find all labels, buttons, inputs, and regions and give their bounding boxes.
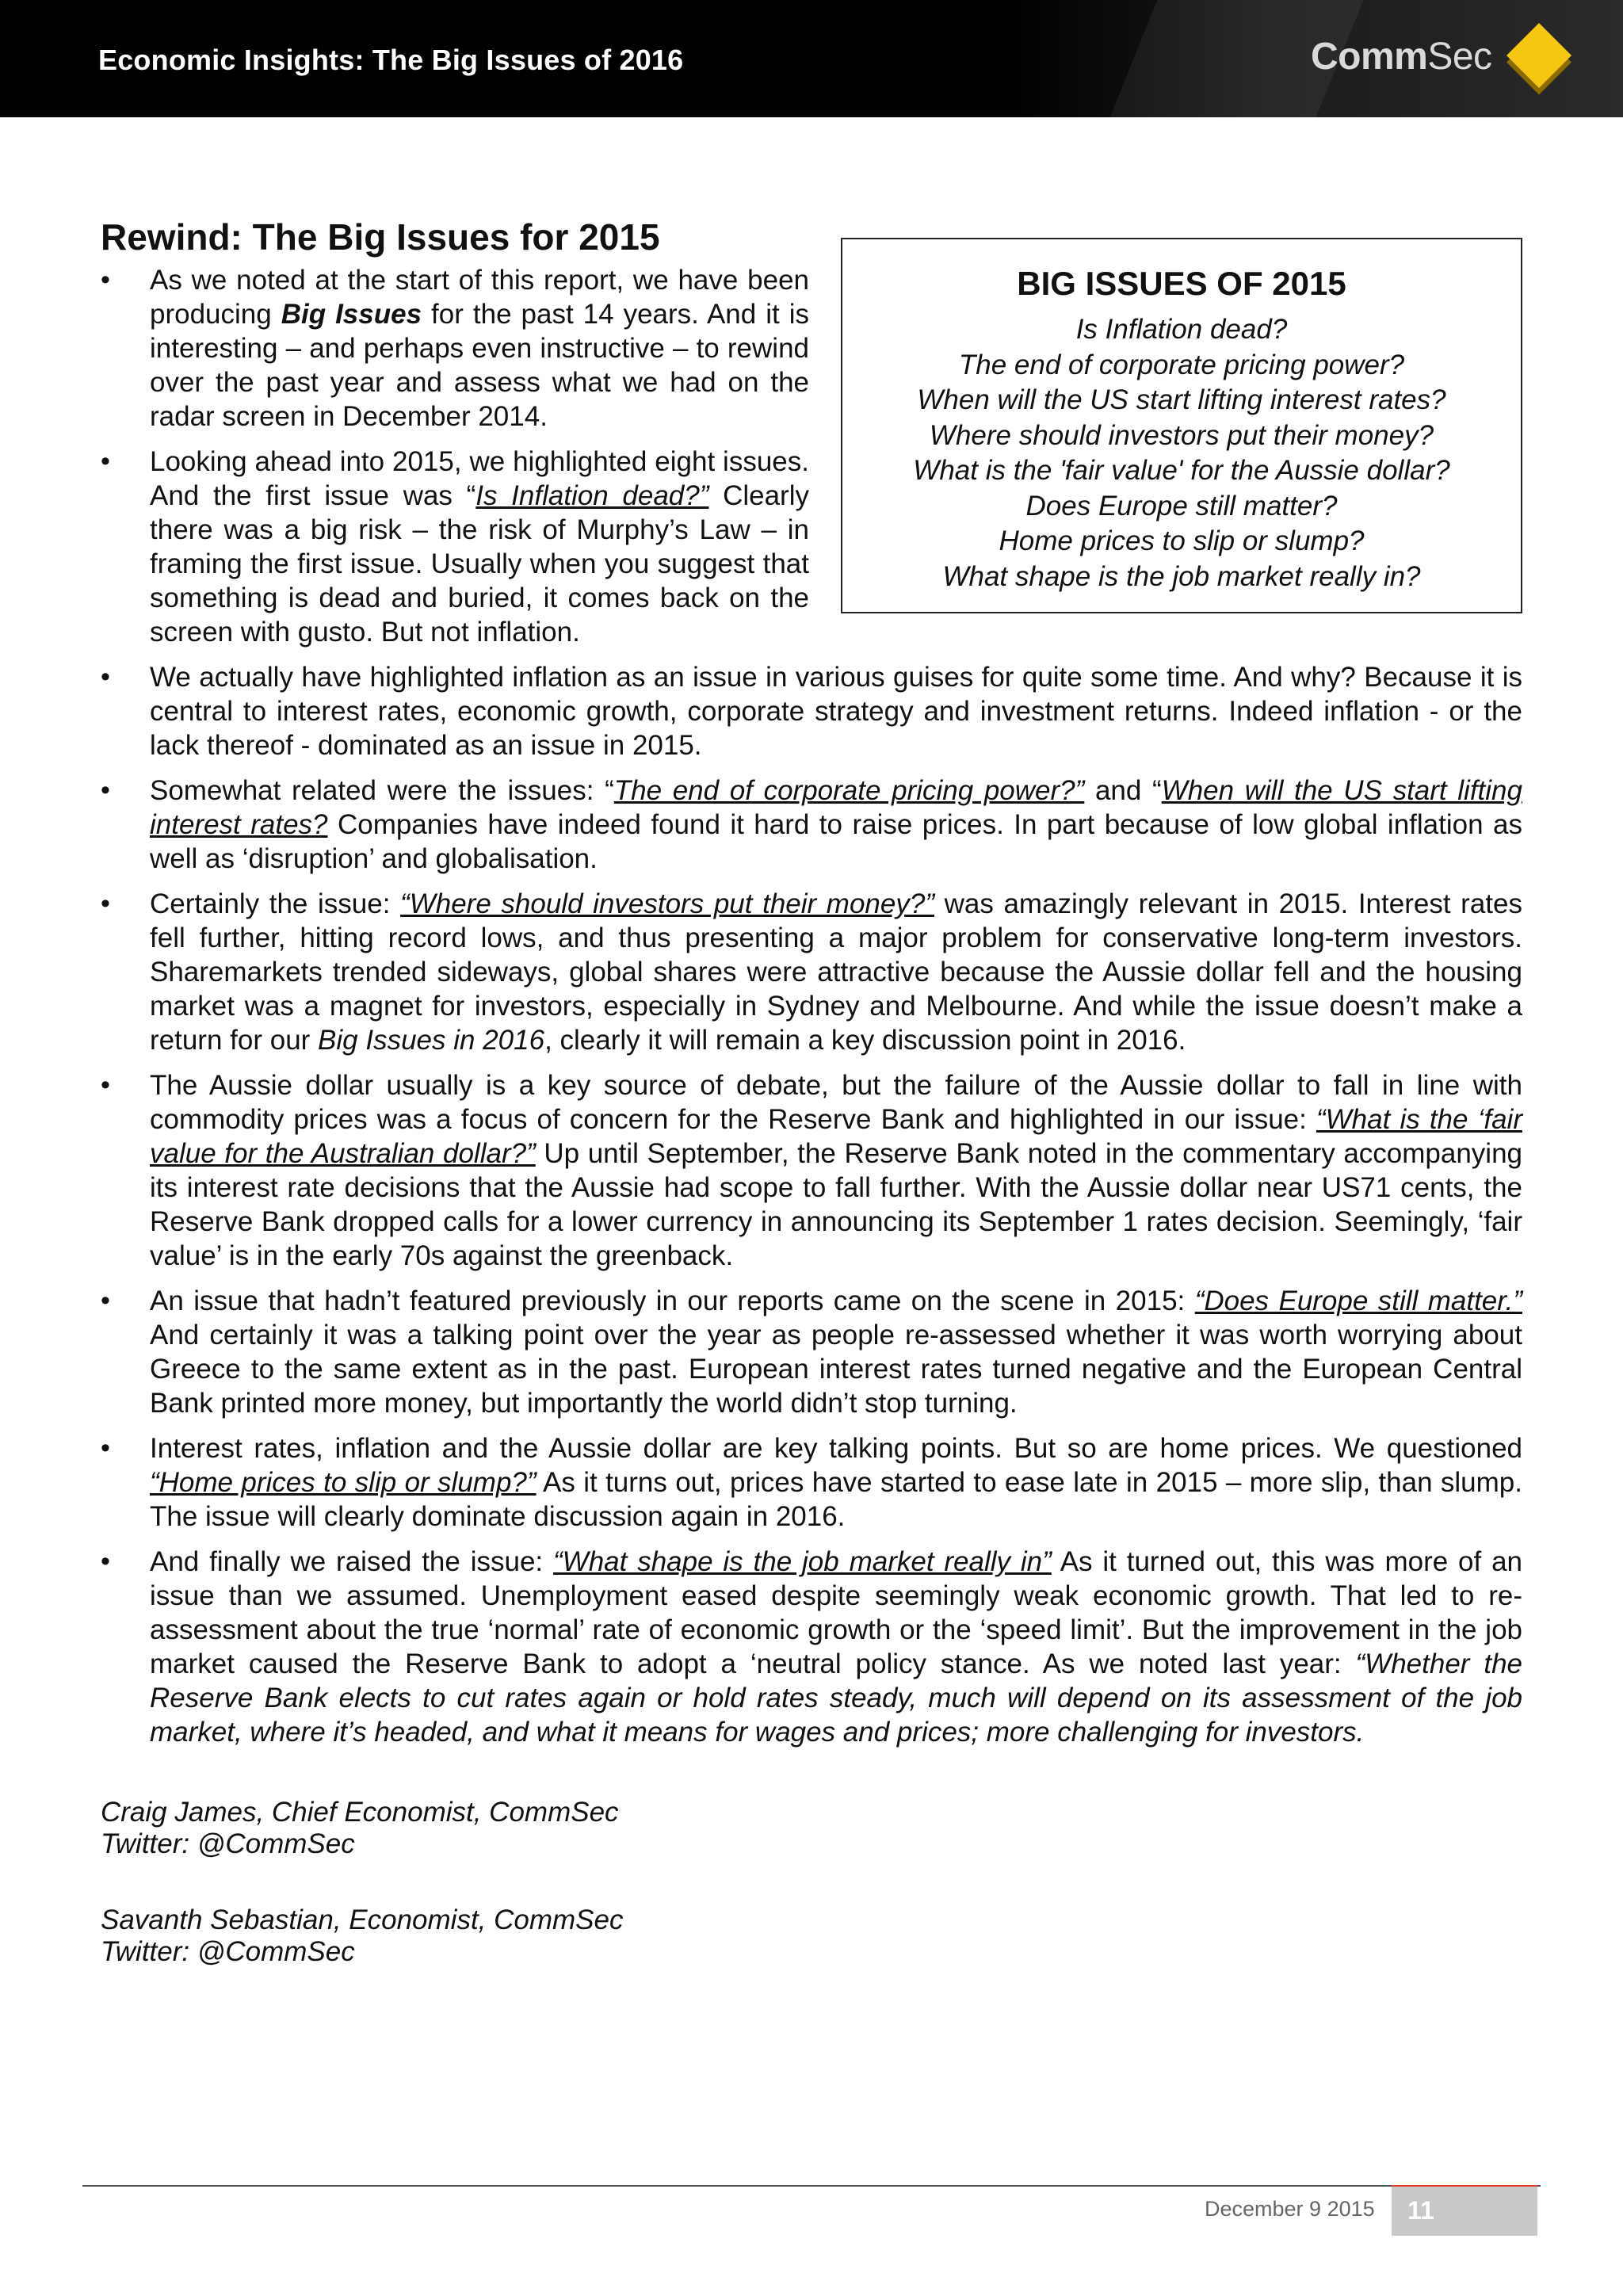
brand-bold: Comm <box>1311 36 1428 78</box>
bullet-item <box>101 1284 1522 1420</box>
author-name: Craig James, Chief Economist, CommSec <box>101 1797 619 1828</box>
bullet-item <box>101 887 1522 1057</box>
bullet-item <box>101 1431 1522 1534</box>
issue-reference: The end of corporate pricing power?” <box>613 775 1085 806</box>
brand-light: Sec <box>1427 36 1492 78</box>
text-run: As it turns out, prices have started to ease late in 2015 – more slip, than slump. The issue will clearly dominate discussion again in 2016. <box>150 1467 1522 1532</box>
header-title: Economic Insights: The Big Issues of 2016 <box>98 44 684 76</box>
box-issue: When will the US start lifting interest rates? <box>917 384 1446 415</box>
issue-reference: “Home prices to slip or slump?” <box>150 1467 537 1498</box>
bullet-item <box>101 660 1522 762</box>
page-number: 11 <box>1407 2196 1434 2225</box>
box-issue: What shape is the job market really in? <box>942 560 1421 592</box>
text-run: Up until September, the Reserve Bank noted in the commentary accompanying its interest rate decisions that the Aussie had scope to fall further. With the Aussie dollar near US71 cents, the Reserve Bank dropped calls for a lower currency in announcing its September 1 rates decision. Seemingly, ‘fair value’ is in the early 70s against the greenback. <box>150 1138 1523 1271</box>
quote-text: “Whether the Reserve Bank elects to cut rates again or hold rates steady, much will depend on its assessment of the job market, where it’s headed, and what it means for wages and prices; more challenging for investors. <box>150 1648 1522 1748</box>
author-signatures <box>101 1797 1522 1968</box>
bullet-item <box>101 1545 1522 1749</box>
text-run: The Aussie dollar usually is a key source of debate, but the failure of the Aussie dollar to fall in line with commodity prices was a focus of concern for the Reserve Bank and highlighted in our issue: <box>150 1070 1522 1135</box>
text-run: As it turned out, this was more of an issue than we assumed. Unemployment eased despite seemingly weak economic growth. That led to re-assessment about the true ‘normal’ rate of economic growth or the ‘speed limit’. But the improvement in the job market caused the Reserve Bank to adopt a ‘neutral policy stance. As we noted last year: <box>150 1546 1522 1679</box>
box-issue: Home prices to slip or slump? <box>999 525 1365 556</box>
box-title: BIG ISSUES OF 2015 <box>1017 265 1346 302</box>
author-block <box>101 1904 1522 1968</box>
text-run: , clearly it will remain a key discussion point in 2016. <box>544 1025 1186 1056</box>
page-number-box <box>1392 2185 1537 2236</box>
box-issue: What is the 'fair value' for the Aussie dollar? <box>913 455 1450 486</box>
header-bar <box>0 0 1623 117</box>
bullet-item <box>101 774 1522 876</box>
author-name: Savanth Sebastian, Economist, CommSec <box>101 1904 624 1935</box>
author-twitter: Twitter: @CommSec <box>101 1828 355 1859</box>
text-run: Somewhat related were the issues: “ <box>150 775 614 806</box>
text-run: As we noted at the start of this report, we have been producing <box>150 265 809 330</box>
author-block <box>101 1797 1522 1860</box>
text-run: We actually have highlighted inflation as an issue in various guises for quite some time. And why? Because it is central to interest rates, economic growth, corporate strategy and investment returns. Indeed inflation - or the lack thereof - dominated as an issue in 2015. <box>150 662 1522 761</box>
section-heading: Rewind: The Big Issues for 2015 <box>101 216 660 258</box>
issue-reference: “Does Europe still matter.” <box>1194 1286 1522 1316</box>
text-run: Certainly the issue: <box>150 888 401 919</box>
text-run: And finally we raised the issue: <box>150 1546 553 1577</box>
text-run: Clearly there was a big risk – the risk of Murphy’s Law – in framing the first issue. Usually when you suggest that something is dead and buried, it comes back on the screen with gusto. But not inflation. <box>150 480 809 648</box>
issue-reference: “What is the ‘fair value for the Australian dollar?” <box>150 1104 1522 1169</box>
text-run: was amazingly relevant in 2015. Interest rates fell further, hitting record lows, and thus presenting a major problem for conservative long-term investors. Sharemarkets trended sideways, global shares were attractive because the Aussie dollar fell and the housing market was a magnet for investors, especially in Sydney and Melbourne. And while the issue doesn’t make a return for our <box>150 888 1522 1056</box>
issue-reference: “Where should investors put their money?” <box>400 888 934 919</box>
text-run: Interest rates, inflation and the Aussie dollar are key talking points. But so are home prices. We questioned <box>150 1433 1522 1464</box>
box-issue: The end of corporate pricing power? <box>958 349 1405 380</box>
italic-text: Big Issues in 2016 <box>318 1025 545 1056</box>
emphasis-text: Big Issues <box>281 299 422 330</box>
text-run: for the past 14 years. And it is interesting – and perhaps even instructive – to rewind over the past year and assess what we had on the radar screen in December 2014. <box>150 299 809 432</box>
bullet-item <box>101 1068 1522 1273</box>
text-run: Looking ahead into 2015, we highlighted eight issues. And the first issue was “ <box>150 446 809 511</box>
text-run: Companies have indeed found it hard to raise prices. In part because of low global inflation as well as ‘disruption’ and globalisation. <box>150 809 1522 874</box>
issue-reference: When will the US start lifting interest rates? <box>150 775 1522 840</box>
issue-reference: “What shape is the job market really in” <box>553 1546 1052 1577</box>
main-content <box>101 214 1522 2012</box>
bullet-item <box>101 263 1522 434</box>
bullet-item <box>101 445 1522 649</box>
text-run: and “ <box>1084 775 1162 806</box>
box-issue: Does Europe still matter? <box>1025 490 1338 521</box>
text-run: An issue that hadn’t featured previously in our reports came on the scene in 2015: <box>150 1286 1195 1316</box>
bullet-list <box>101 263 1522 1749</box>
footer-divider <box>82 2185 1541 2187</box>
text-run: And certainly it was a talking point over the year as people re-assessed whether it was worth worrying about Greece to the same extent as in the past. European interest rates turned negative and the European Central Bank printed more money, but importantly the world didn’t stop turning. <box>150 1320 1522 1419</box>
box-issue: Is Inflation dead? <box>1075 314 1288 345</box>
box-issue: Where should investors put their money? <box>929 419 1434 451</box>
issue-reference: Is Inflation dead?” <box>475 480 709 511</box>
footer-date: December 9 2015 <box>1205 2197 1375 2221</box>
commsec-logo <box>1311 35 1492 78</box>
author-twitter: Twitter: @CommSec <box>101 1936 355 1967</box>
yellow-diamond-icon <box>1507 23 1571 88</box>
